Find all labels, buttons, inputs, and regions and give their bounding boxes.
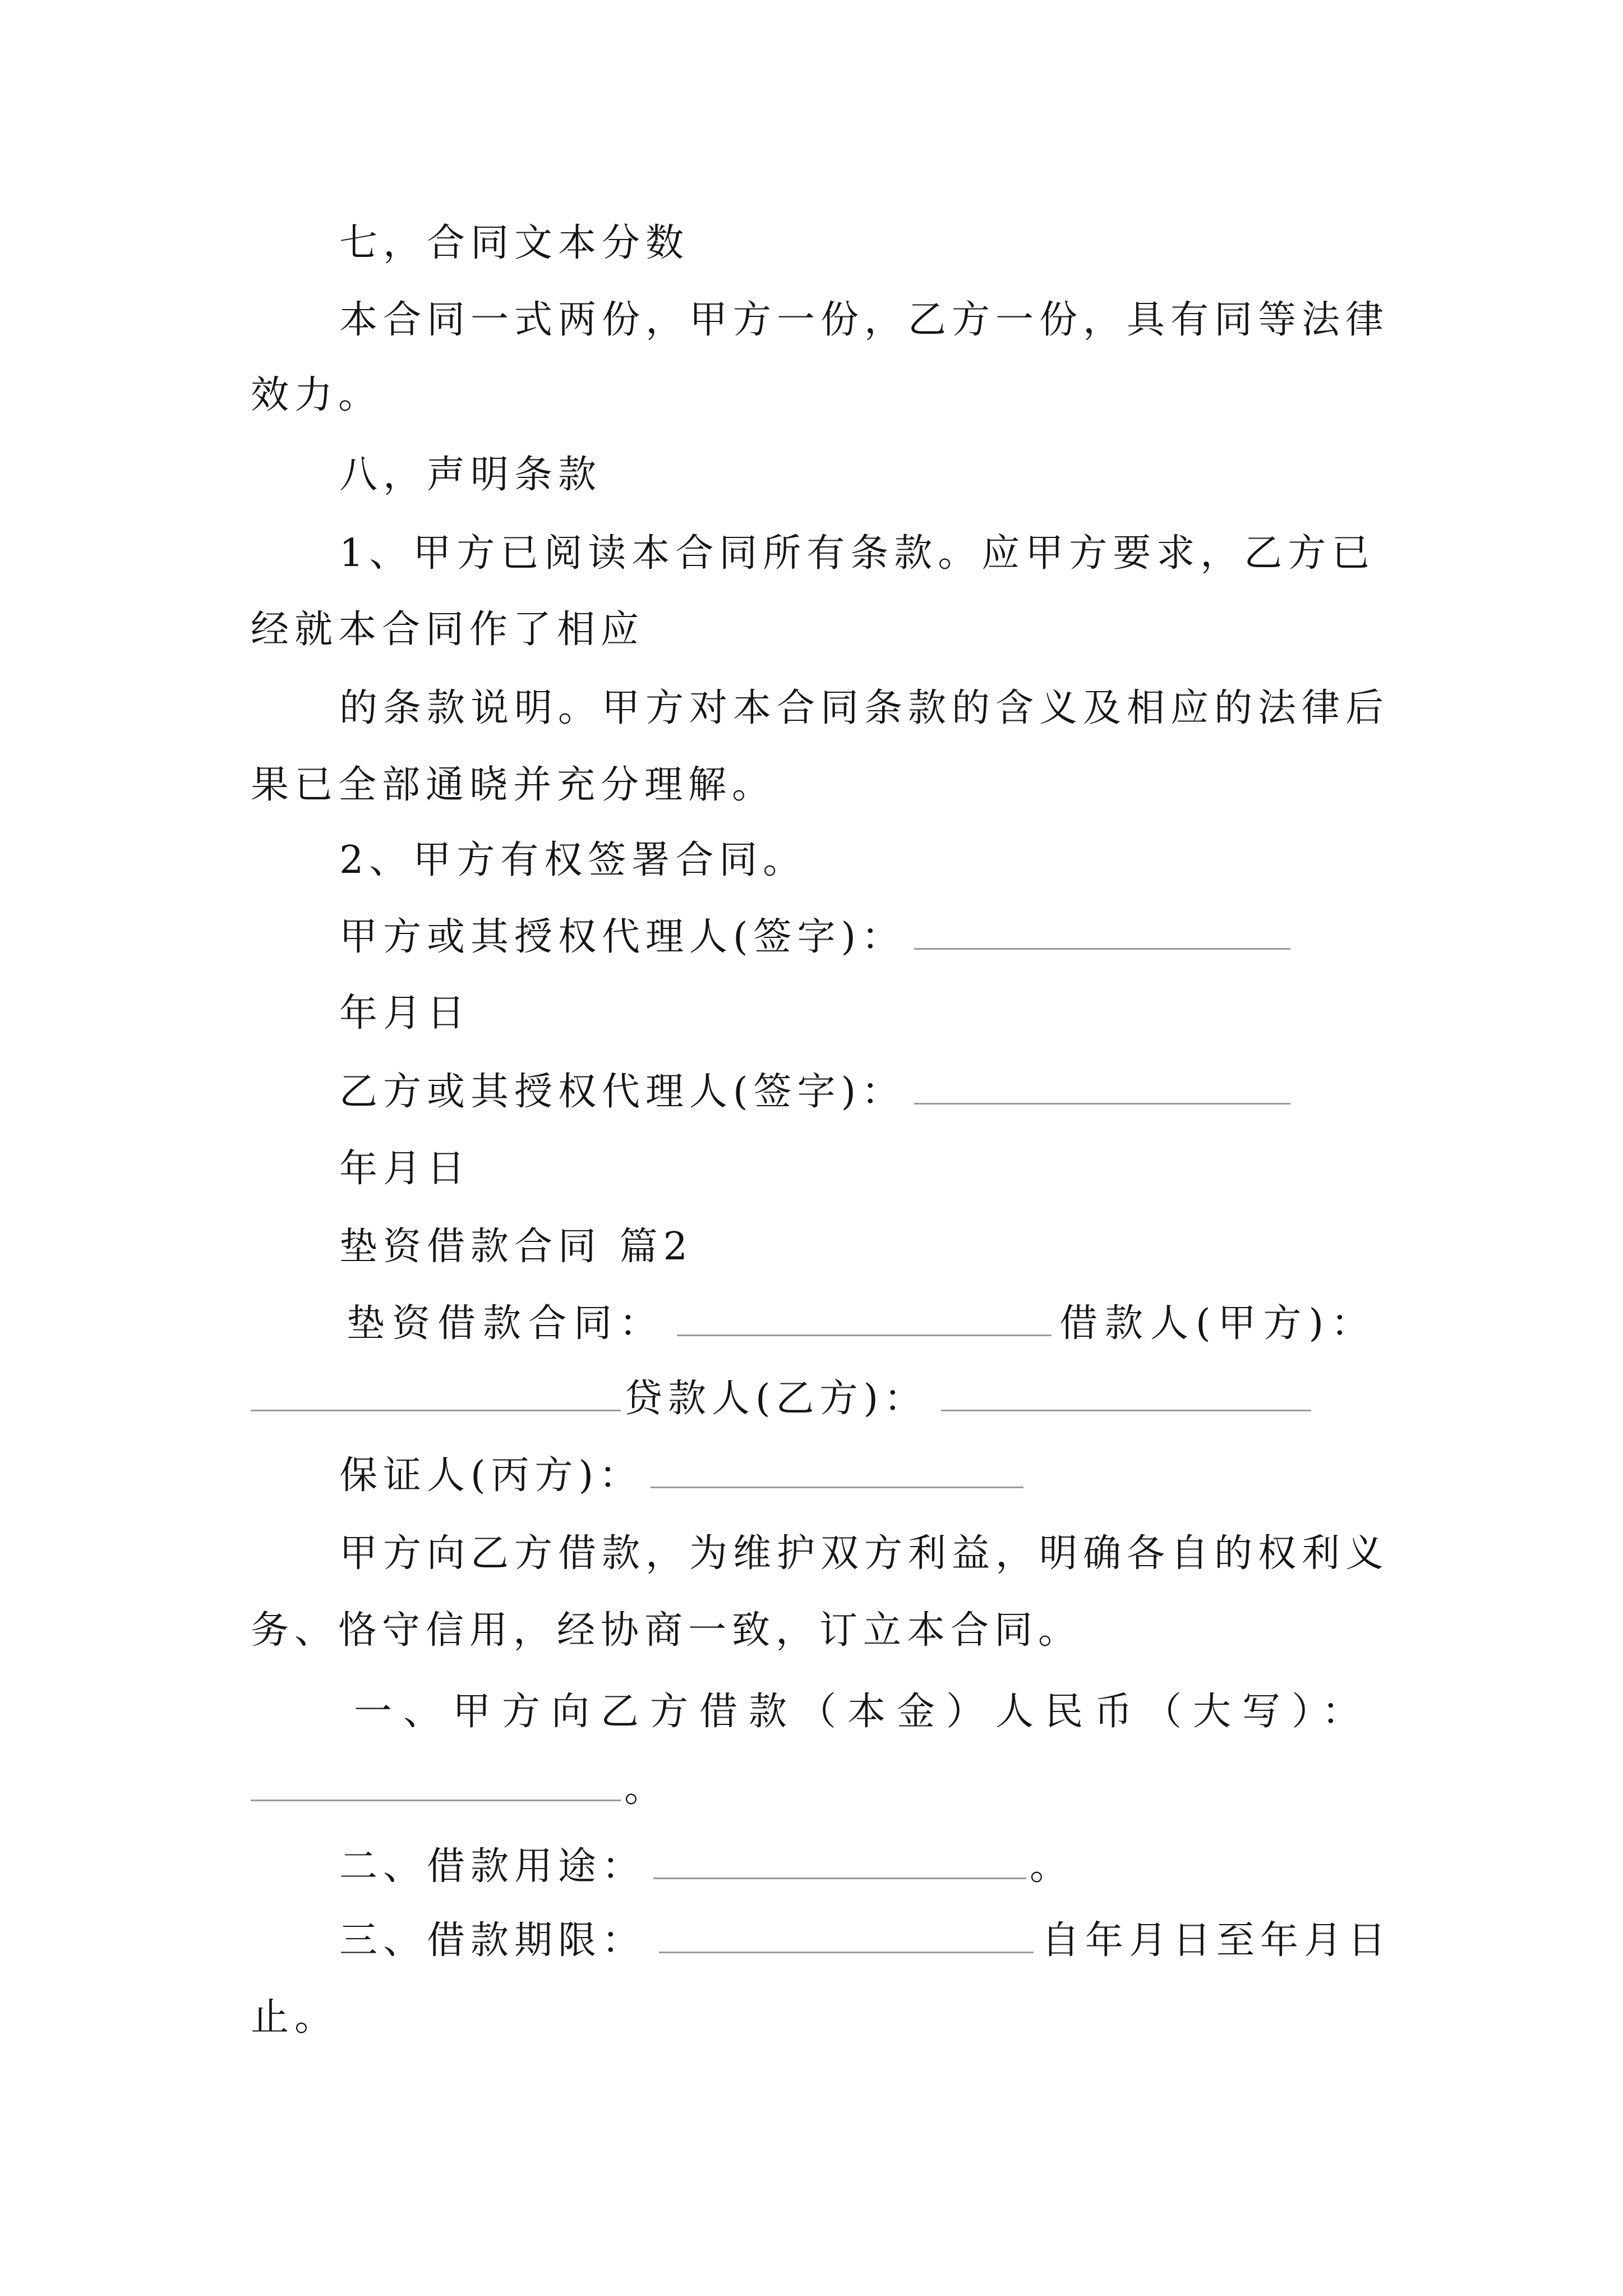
field-label: 三、借款期限： [339,1918,646,1963]
paragraph-line: 的条款说明。甲方对本合同条款的含义及相应的法律后 [339,686,1390,730]
fill-in-blank [251,1378,621,1411]
punctuation: 。 [1030,1844,1074,1889]
field-label: 贷款人(乙方)： [624,1377,928,1421]
fill-in-blank [651,1455,1023,1488]
clause-blank-line [251,1766,668,1811]
party-b-signature-line [339,1070,1290,1115]
contract-parties-line [251,1377,1311,1421]
paragraph-line: 经就本合同作了相应 [251,608,645,652]
paragraph-line: 甲方向乙方借款，为维护双方利益，明确各自的权利义 [339,1531,1390,1576]
clause-line: 一、甲方向乙方借款（本金）人民币（大写）： [354,1690,1372,1734]
date-line: 年月日 [339,991,471,1036]
field-text: 自年月日至年月日 [1041,1918,1392,1963]
paragraph-line: 2、甲方有权签署合同。 [339,838,807,882]
signature-label: 乙方或其授权代理人(签字)： [339,1070,906,1114]
signature-blank [914,1071,1290,1105]
party-a-signature-line [339,915,1290,960]
section-heading: 七，合同文本分数 [339,221,690,265]
paragraph-line: 效力。 [251,373,382,417]
field-label: 二、借款用途： [339,1844,646,1889]
punctuation: 。 [624,1766,668,1811]
fill-in-blank [941,1378,1311,1411]
paragraph-line: 务、恪守信用，经协商一致，订立本合同。 [251,1608,1082,1653]
field-label: 借款人(甲方)： [1059,1301,1377,1346]
date-line: 年月日 [339,1147,471,1191]
section-heading: 八，声明条款 [339,453,602,497]
paragraph-line: 1、甲方已阅读本合同所有条款。应甲方要求，乙方已 [339,531,1376,576]
field-label: 保证人(丙方)： [339,1453,643,1498]
signature-label: 甲方或其授权代理人(签字)： [339,915,906,959]
guarantor-line [339,1453,1023,1498]
field-label: 垫资借款合同： [347,1301,665,1346]
clause-line [339,1918,1391,1963]
clause-line [339,1844,1073,1889]
signature-blank [914,917,1290,950]
fill-in-blank [653,1846,1026,1879]
paragraph-line: 果已全部通晓并充分理解。 [251,763,776,807]
paragraph-line: 止。 [251,1995,339,2040]
fill-in-blank [677,1303,1052,1336]
paragraph-line: 本合同一式两份，甲方一份，乙方一份，具有同等法律 [339,298,1390,342]
contract-title: 垫资借款合同 篇2 [339,1225,693,1269]
fill-in-blank [659,1920,1034,1953]
fill-in-blank [251,1768,621,1801]
contract-parties-line [347,1301,1376,1346]
